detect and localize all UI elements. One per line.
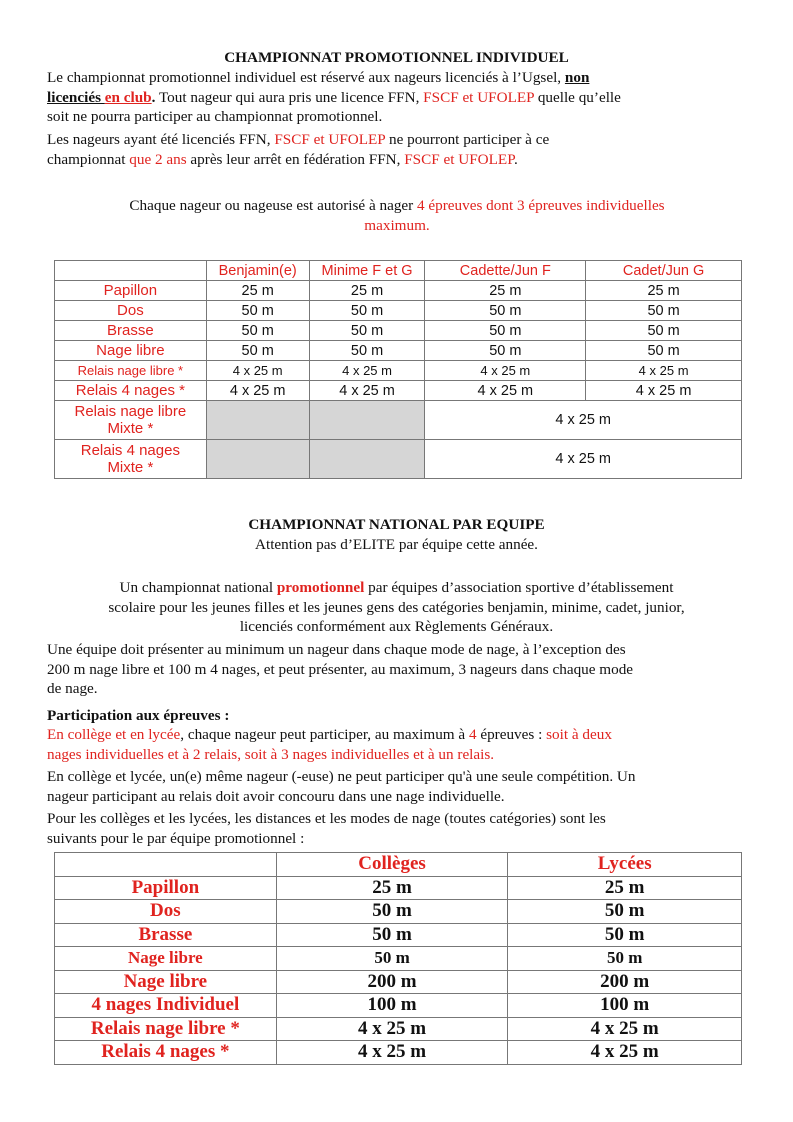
table-header-cell: Collèges [276,853,508,877]
table-cell: 100 m [508,994,742,1018]
section2-paragraph-2: Une équipe doit présenter au minimum un nageur dans chaque mode de nage, à l’exception des 200 m nage libre et 100 m 4 nages, et peut présenter, au maximum, 3 nageurs dans chaque mode de nage. [47,641,634,697]
table-cell: 4 x 25 m [425,440,742,479]
table-cell: 50 m [425,341,586,361]
table-cell: 50 m [508,947,742,971]
table-row [55,361,742,381]
table-row [55,440,742,479]
table-cell: 4 x 25 m [309,381,425,401]
table-row [55,341,742,361]
table-row [55,970,742,994]
table-row [55,381,742,401]
row-label: 4 nages Individuel [55,994,277,1018]
row-label: Dos [55,900,277,924]
row-label: Dos [55,301,207,321]
table-cell: 25 m [206,281,309,301]
table-row [55,994,742,1018]
table-cell: 50 m [425,321,586,341]
team-events-table [54,852,742,1065]
section1-paragraph-3: Chaque nageur ou nageuse est autorisé à nager 4 épreuves dont 3 épreuves individuelles maximum. [129,197,665,234]
table-row [55,281,742,301]
table-cell: 50 m [276,923,508,947]
table-cell: 200 m [276,970,508,994]
section1-title: CHAMPIONNAT PROMOTIONNEL INDIVIDUEL [224,49,569,66]
row-label: Nage libre [55,341,207,361]
table-header-cell: Minime F et G [309,261,425,281]
table-header-cell [55,261,207,281]
row-label: Relais 4 nages Mixte * [55,440,207,479]
row-label: Nage libre [55,970,277,994]
individual-events-table [54,260,742,479]
row-label: Relais nage libre Mixte * [55,401,207,440]
table-cell: 50 m [309,341,425,361]
table-cell: 4 x 25 m [309,361,425,381]
empty-cell [206,401,309,440]
table-cell: 100 m [276,994,508,1018]
empty-cell [309,401,425,440]
table-cell: 25 m [586,281,742,301]
empty-cell [206,440,309,479]
table-cell: 4 x 25 m [586,381,742,401]
table-header-cell: Cadette/Jun F [425,261,586,281]
table-cell: 50 m [309,321,425,341]
table-cell: 25 m [276,876,508,900]
section2-paragraph-5: Pour les collèges et les lycées, les distances et les modes de nage (toutes catégories) sont les suivants pour le par équipe promotionnel : [47,810,606,847]
table-header-row [55,261,742,281]
table-cell: 50 m [586,321,742,341]
table-row [55,1041,742,1065]
table-header-cell [55,853,277,877]
table-cell: 4 x 25 m [508,1041,742,1065]
table-cell: 4 x 25 m [425,361,586,381]
table-row [55,947,742,971]
table-header-cell: Benjamin(e) [206,261,309,281]
section2-subtitle: Attention pas d’ELITE par équipe cette année. [255,536,538,553]
table-cell: 4 x 25 m [276,1041,508,1065]
table-cell: 25 m [425,281,586,301]
table-cell: 25 m [508,876,742,900]
row-label: Brasse [55,321,207,341]
table-cell: 50 m [425,301,586,321]
table-row [55,900,742,924]
table-row [55,401,742,440]
table-cell: 50 m [586,301,742,321]
table-row [55,1017,742,1041]
table-cell: 50 m [309,301,425,321]
table-row [55,301,742,321]
section1-paragraph-1: Le championnat promotionnel individuel est réservé aux nageurs licenciés à l’Ugsel, non licenciés en club. Tout nageur qui aura pris une licence FFN, FSCF et UFOLEP quelle qu’elle soit ne pourra participer au championnat promotionnel. [47,69,621,125]
table-cell: 50 m [276,900,508,924]
row-label: Papillon [55,876,277,900]
table-cell: 4 x 25 m [206,381,309,401]
section2-paragraph-1: Un championnat national promotionnel par équipes d’association sportive d’établissement scolaire pour les jeunes filles et les jeunes gens des catégories benjamin, minime, cadet, junior, licenciés conformément aux Règlements Généraux. [108,579,685,635]
table-cell: 50 m [508,900,742,924]
table-cell: 4 x 25 m [425,401,742,440]
section2-paragraph-3: En collège et en lycée, chaque nageur peut participer, au maximum à 4 épreuves : soit à deux nages individuelles et à 2 relais, soit à 3 nages individuelles et à un relais. [47,726,612,763]
table-header-cell: Lycées [508,853,742,877]
table-cell: 50 m [206,321,309,341]
table-header-cell: Cadet/Jun G [586,261,742,281]
section2-paragraph-4: En collège et lycée, un(e) même nageur (-euse) ne peut participer qu'à une seule compétition. Un nageur participant au relais doit avoir concouru dans une nage individuelle. [47,768,636,805]
row-label: Relais nage libre * [55,1017,277,1041]
row-label: Relais 4 nages * [55,381,207,401]
table-cell: 50 m [206,301,309,321]
table-cell: 4 x 25 m [206,361,309,381]
table-cell: 200 m [508,970,742,994]
table-cell: 4 x 25 m [586,361,742,381]
row-label: Relais nage libre * [55,361,207,381]
table-cell: 4 x 25 m [276,1017,508,1041]
table-cell: 4 x 25 m [425,381,586,401]
table-header-row [55,853,742,877]
participation-heading: Participation aux épreuves : [47,707,230,724]
table-row [55,876,742,900]
table-row [55,321,742,341]
table-cell: 50 m [206,341,309,361]
row-label: Relais 4 nages * [55,1041,277,1065]
table-row [55,923,742,947]
section2-title: CHAMPIONNAT NATIONAL PAR EQUIPE [248,516,545,533]
row-label: Papillon [55,281,207,301]
table-cell: 50 m [586,341,742,361]
table-cell: 50 m [276,947,508,971]
table-cell: 50 m [508,923,742,947]
row-label: Nage libre [55,947,277,971]
row-label: Brasse [55,923,277,947]
table-cell: 4 x 25 m [508,1017,742,1041]
section1-paragraph-2: Les nageurs ayant été licenciés FFN, FSCF et UFOLEP ne pourront participer à ce championnat que 2 ans après leur arrêt en fédération FFN, FSCF et UFOLEP. [47,131,550,168]
empty-cell [309,440,425,479]
table-cell: 25 m [309,281,425,301]
